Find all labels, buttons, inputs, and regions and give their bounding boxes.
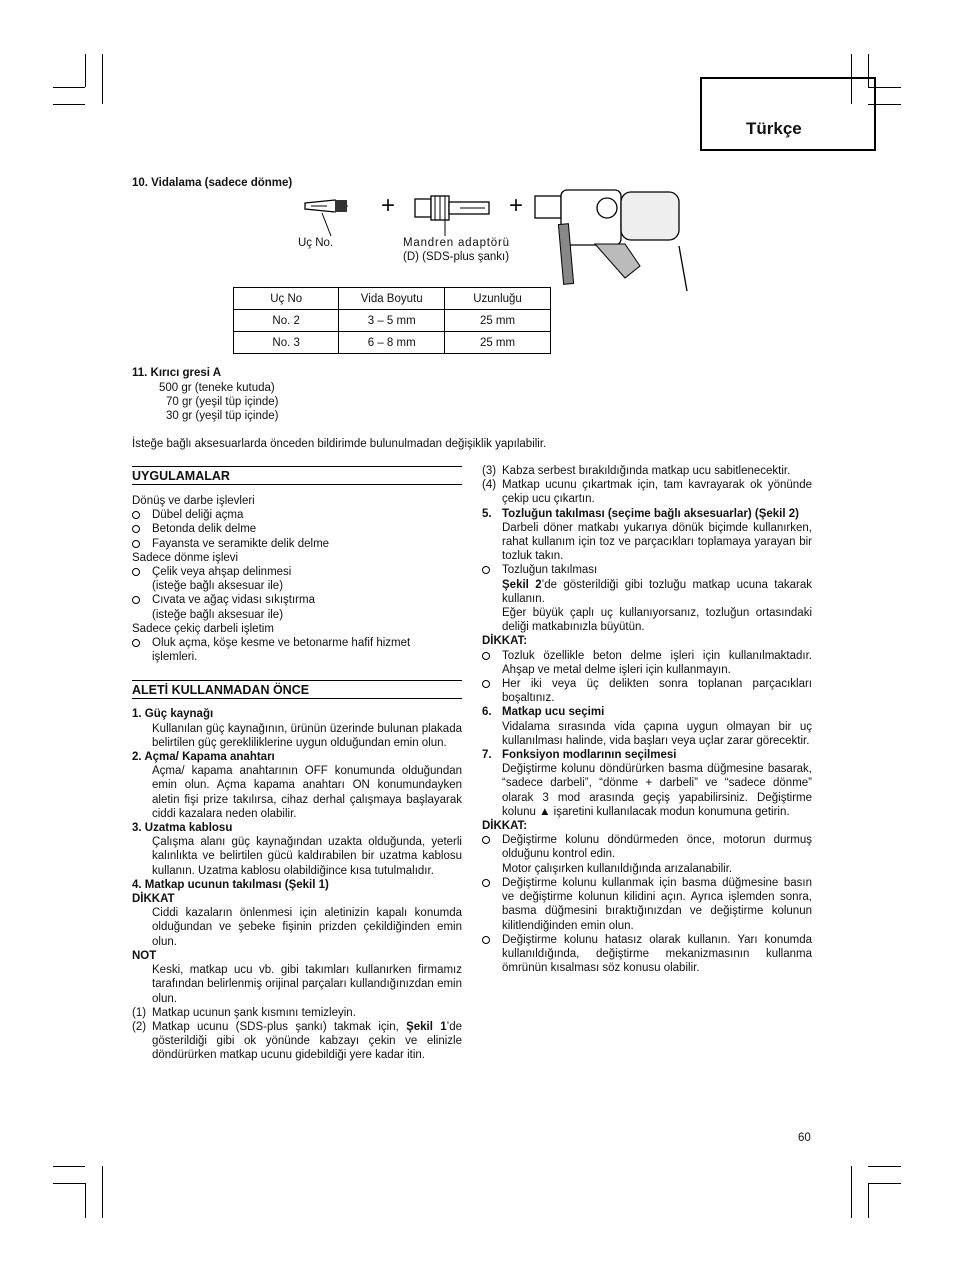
- divider: [132, 698, 462, 699]
- bit-label: Uç No.: [298, 237, 334, 249]
- list-item: Sadece çekiç darbeli işletim: [132, 622, 274, 635]
- step-number: (3): [482, 465, 497, 477]
- table-row: [234, 332, 551, 354]
- caution-label: DİKKAT: [132, 893, 175, 906]
- bullet-icon: [482, 836, 490, 844]
- list-item: Fayansta ve seramikte delik delme: [132, 537, 462, 551]
- list-item: Dübel deliği açma: [132, 508, 462, 522]
- step-number: (4): [482, 479, 497, 492]
- list-item: Değiştirme kolunu kullanmak için basma düğmesine basın ve değiştirme kolunun kilidini açın. Ayrıca işlemden sonra, basma düğmesini bıraktığınızdan ve değiştirme kolunun kilitlendiğinden emin olun.: [482, 876, 812, 933]
- adapter-label-sub: (D) (SDS-plus şankı): [403, 251, 510, 263]
- subsection-title: 1. Güç kaynağı: [132, 708, 214, 721]
- subsection-title: 7. Fonksiyon modlarının seçilmesi: [482, 749, 677, 762]
- list-item: (isteğe bağlı aksesuar ile): [152, 608, 284, 621]
- note-label: NOT: [132, 949, 157, 962]
- rotary-hammer-icon: [535, 190, 687, 291]
- step-number: (1): [132, 1006, 147, 1019]
- list-item: (isteğe bağlı aksesuar ile): [152, 580, 284, 593]
- list-item: Dönüş ve darbe işlevleri: [132, 495, 255, 507]
- bullet-icon: [132, 525, 140, 533]
- paragraph: Darbeli döner matkabı yukarıya dönük biçimde kullanırken, rahat kullanım için toz ve parçacıkları toplamaya yarayan bir tozluk takın.: [502, 521, 812, 563]
- table-cell: 25 mm: [445, 332, 551, 354]
- paragraph: Keski, matkap ucu vb. gibi takımları kullanırken firmamız tarafından belirlenmiş orijinal parçaları kullandığınızdan emin olun.: [152, 964, 462, 1005]
- table-cell: 3 – 5 mm: [339, 310, 445, 332]
- list-item: Tozluk özellikle beton delme işleri için kullanılmaktadır. Ahşap ve metal delme işleri için kullanmayın.: [482, 649, 812, 677]
- plus-sign: +: [381, 192, 396, 219]
- subsection-title: 3. Uzatma kablosu: [132, 822, 233, 835]
- divider: [132, 466, 462, 467]
- step-number: (2): [132, 1020, 147, 1033]
- bullet-icon: [132, 511, 140, 519]
- right-column: [482, 464, 812, 975]
- divider: [132, 484, 462, 485]
- table-cell: 25 mm: [445, 310, 551, 332]
- notice-text: İsteğe bağlı aksesuarlarda önceden bildirimde bulunulmadan değişiklik yapılabilir.: [132, 438, 547, 450]
- list-item: Her iki veya üç delikten sonra toplanan parçacıkları boşaltınız.: [482, 677, 812, 705]
- language-box: [700, 77, 876, 151]
- caution-label: DİKKAT:: [482, 820, 528, 833]
- table-header-row: [234, 288, 551, 310]
- section-11-title: 11. Kırıcı gresi A: [132, 367, 222, 379]
- bullet-icon: [482, 680, 490, 688]
- paragraph: Vidalama sırasında vida çapına uygun olmayan bir uç kullanılması halinde, vida başları veya uçlar zarar görecektir.: [502, 720, 812, 747]
- table-cell: No. 3: [234, 332, 339, 354]
- list-item: Cıvata ve ağaç vidası sıkıştırma: [132, 593, 462, 607]
- list-item: Betonda delik delme: [132, 522, 462, 536]
- list-item: işlemleri.: [152, 651, 198, 664]
- table-row: [234, 310, 551, 332]
- paragraph: Çalışma alanı güç kaynağından uzakta olduğunda, yeterli kalınlıkta ve belirtilen gücü kaldırabilen bir uzatma kablosu kullanın. Uzatma kablosu olabildiğince kısa tutulmalıdır.: [152, 836, 462, 877]
- subsection-title: 2. Açma/ Kapama anahtarı: [132, 751, 275, 764]
- paragraph: Motor çalışırken kullanıldığında arızalanabilir.: [502, 862, 733, 875]
- divider: [132, 680, 462, 681]
- list-item: Tozluğun takılması: [482, 563, 812, 577]
- table-header: Uç No: [234, 288, 339, 310]
- list-item: Değiştirme kolunu hatasız olarak kullanın. Yarı konumda kullanıldığında, değiştirme mekanizmasının kullanma ömrünün kısalması söz konusu olabilir.: [482, 933, 812, 976]
- list-item: Çelik veya ahşap delinmesi: [132, 565, 462, 579]
- left-column: [132, 466, 462, 1063]
- step-item: (1) Matkap ucunun şank kısmını temizleyin.: [132, 1006, 356, 1019]
- table-header: Vida Boyutu: [339, 288, 445, 310]
- grease-line: 70 gr (yeşil tüp içinde): [166, 396, 279, 408]
- bit-spec-table: [233, 287, 551, 354]
- paragraph: Açma/ kapama anahtarının OFF konumunda olduğundan emin olun. Açma kapama anahtarı ON konumundayken aletin fişi prize takılırsa, cihaz derhal çalışmaya başlayarak ciddi kazalara neden olabilir.: [152, 765, 462, 820]
- step-item: (2) Matkap ucunu (SDS-plus şankı) takmak için, Şekil 1’de gösterildiği gibi ok yönünde kabzayı çekin ve elinizle döndürürken matkap ucunu gidebildiği yere kadar itin.: [132, 1020, 463, 1062]
- subsection-title: 5. Tozluğun takılması (seçime bağlı aksesuarlar) (Şekil 2): [482, 507, 799, 520]
- list-item: Oluk açma, köşe kesme ve betonarme hafif hizmet: [132, 636, 462, 650]
- table-cell: 6 – 8 mm: [339, 332, 445, 354]
- bullet-icon: [132, 596, 140, 604]
- bullet-icon: [132, 639, 140, 647]
- section-10-title: 10. Vidalama (sadece dönme): [132, 177, 293, 189]
- screwdriver-bit-icon: [305, 200, 347, 236]
- section-heading: UYGULAMALAR: [132, 469, 230, 483]
- caution-label: DİKKAT:: [482, 635, 528, 648]
- bullet-icon: [482, 879, 490, 887]
- bullet-icon: [132, 540, 140, 548]
- list-item: Değiştirme kolunu döndürmeden önce, motorun durmuş olduğunu kontrol edin.: [482, 833, 812, 861]
- bullet-icon: [482, 652, 490, 660]
- step-item: (3) Kabza serbest bırakıldığında matkap ucu sabitlenecektir.: [482, 465, 791, 477]
- subsection-title: 6. Matkap ucu seçimi: [482, 706, 605, 719]
- bullet-icon: [482, 936, 490, 944]
- list-item: Sadece dönme işlevi: [132, 551, 239, 564]
- table-header: Uzunluğu: [445, 288, 551, 310]
- step-item: (4) Matkap ucunu çıkartmak için, tam kavrayarak ok yönünde çekip ucu çıkartın.: [482, 479, 812, 506]
- bullet-icon: [132, 568, 140, 576]
- paragraph: Eğer büyük çaplı uç kullanıyorsanız, tozluğun ortasındaki deliği matkabınızla büyütün.: [502, 607, 812, 634]
- chuck-adapter-icon: [415, 196, 489, 236]
- paragraph: Kullanılan güç kaynağının, ürünün üzerinde bulunan plakada belirtilen güç gerekliliklerine uygun olduğundan emin olun.: [152, 722, 462, 749]
- plus-sign: +: [509, 192, 524, 219]
- table-cell: No. 2: [234, 310, 339, 332]
- paragraph: Şekil 2’de gösterildiği gibi tozluğu matkap ucuna takarak kullanın.: [502, 578, 812, 605]
- page-number: 60: [798, 1132, 811, 1144]
- subsection-title: 4. Matkap ucunun takılması (Şekil 1): [132, 878, 329, 891]
- bullet-icon: [482, 566, 490, 574]
- grease-line: 500 gr (teneke kutuda): [159, 382, 275, 394]
- section-heading: ALETİ KULLANMADAN ÖNCE: [132, 683, 310, 698]
- grease-line: 30 gr (yeşil tüp içinde): [166, 410, 279, 422]
- adapter-label: Mandren adaptörü: [403, 237, 510, 249]
- language-label: Türkçe: [746, 119, 802, 138]
- paragraph: Ciddi kazaların önlenmesi için aletinizin kapalı konumda olduğundan ve şebeke fişinin prizden çekildiğinden emin olun.: [152, 907, 462, 948]
- paragraph: Değiştirme kolunu döndürürken basma düğmesine basarak, “sadece darbeli”, “dönme + darbeli” ve “sadece dönme” olarak 3 mod arasında geçiş yapabilirsiniz. Değiştirme kolunu ▲ işaretini kullanılacak modun konumuna getirin.: [502, 763, 812, 818]
